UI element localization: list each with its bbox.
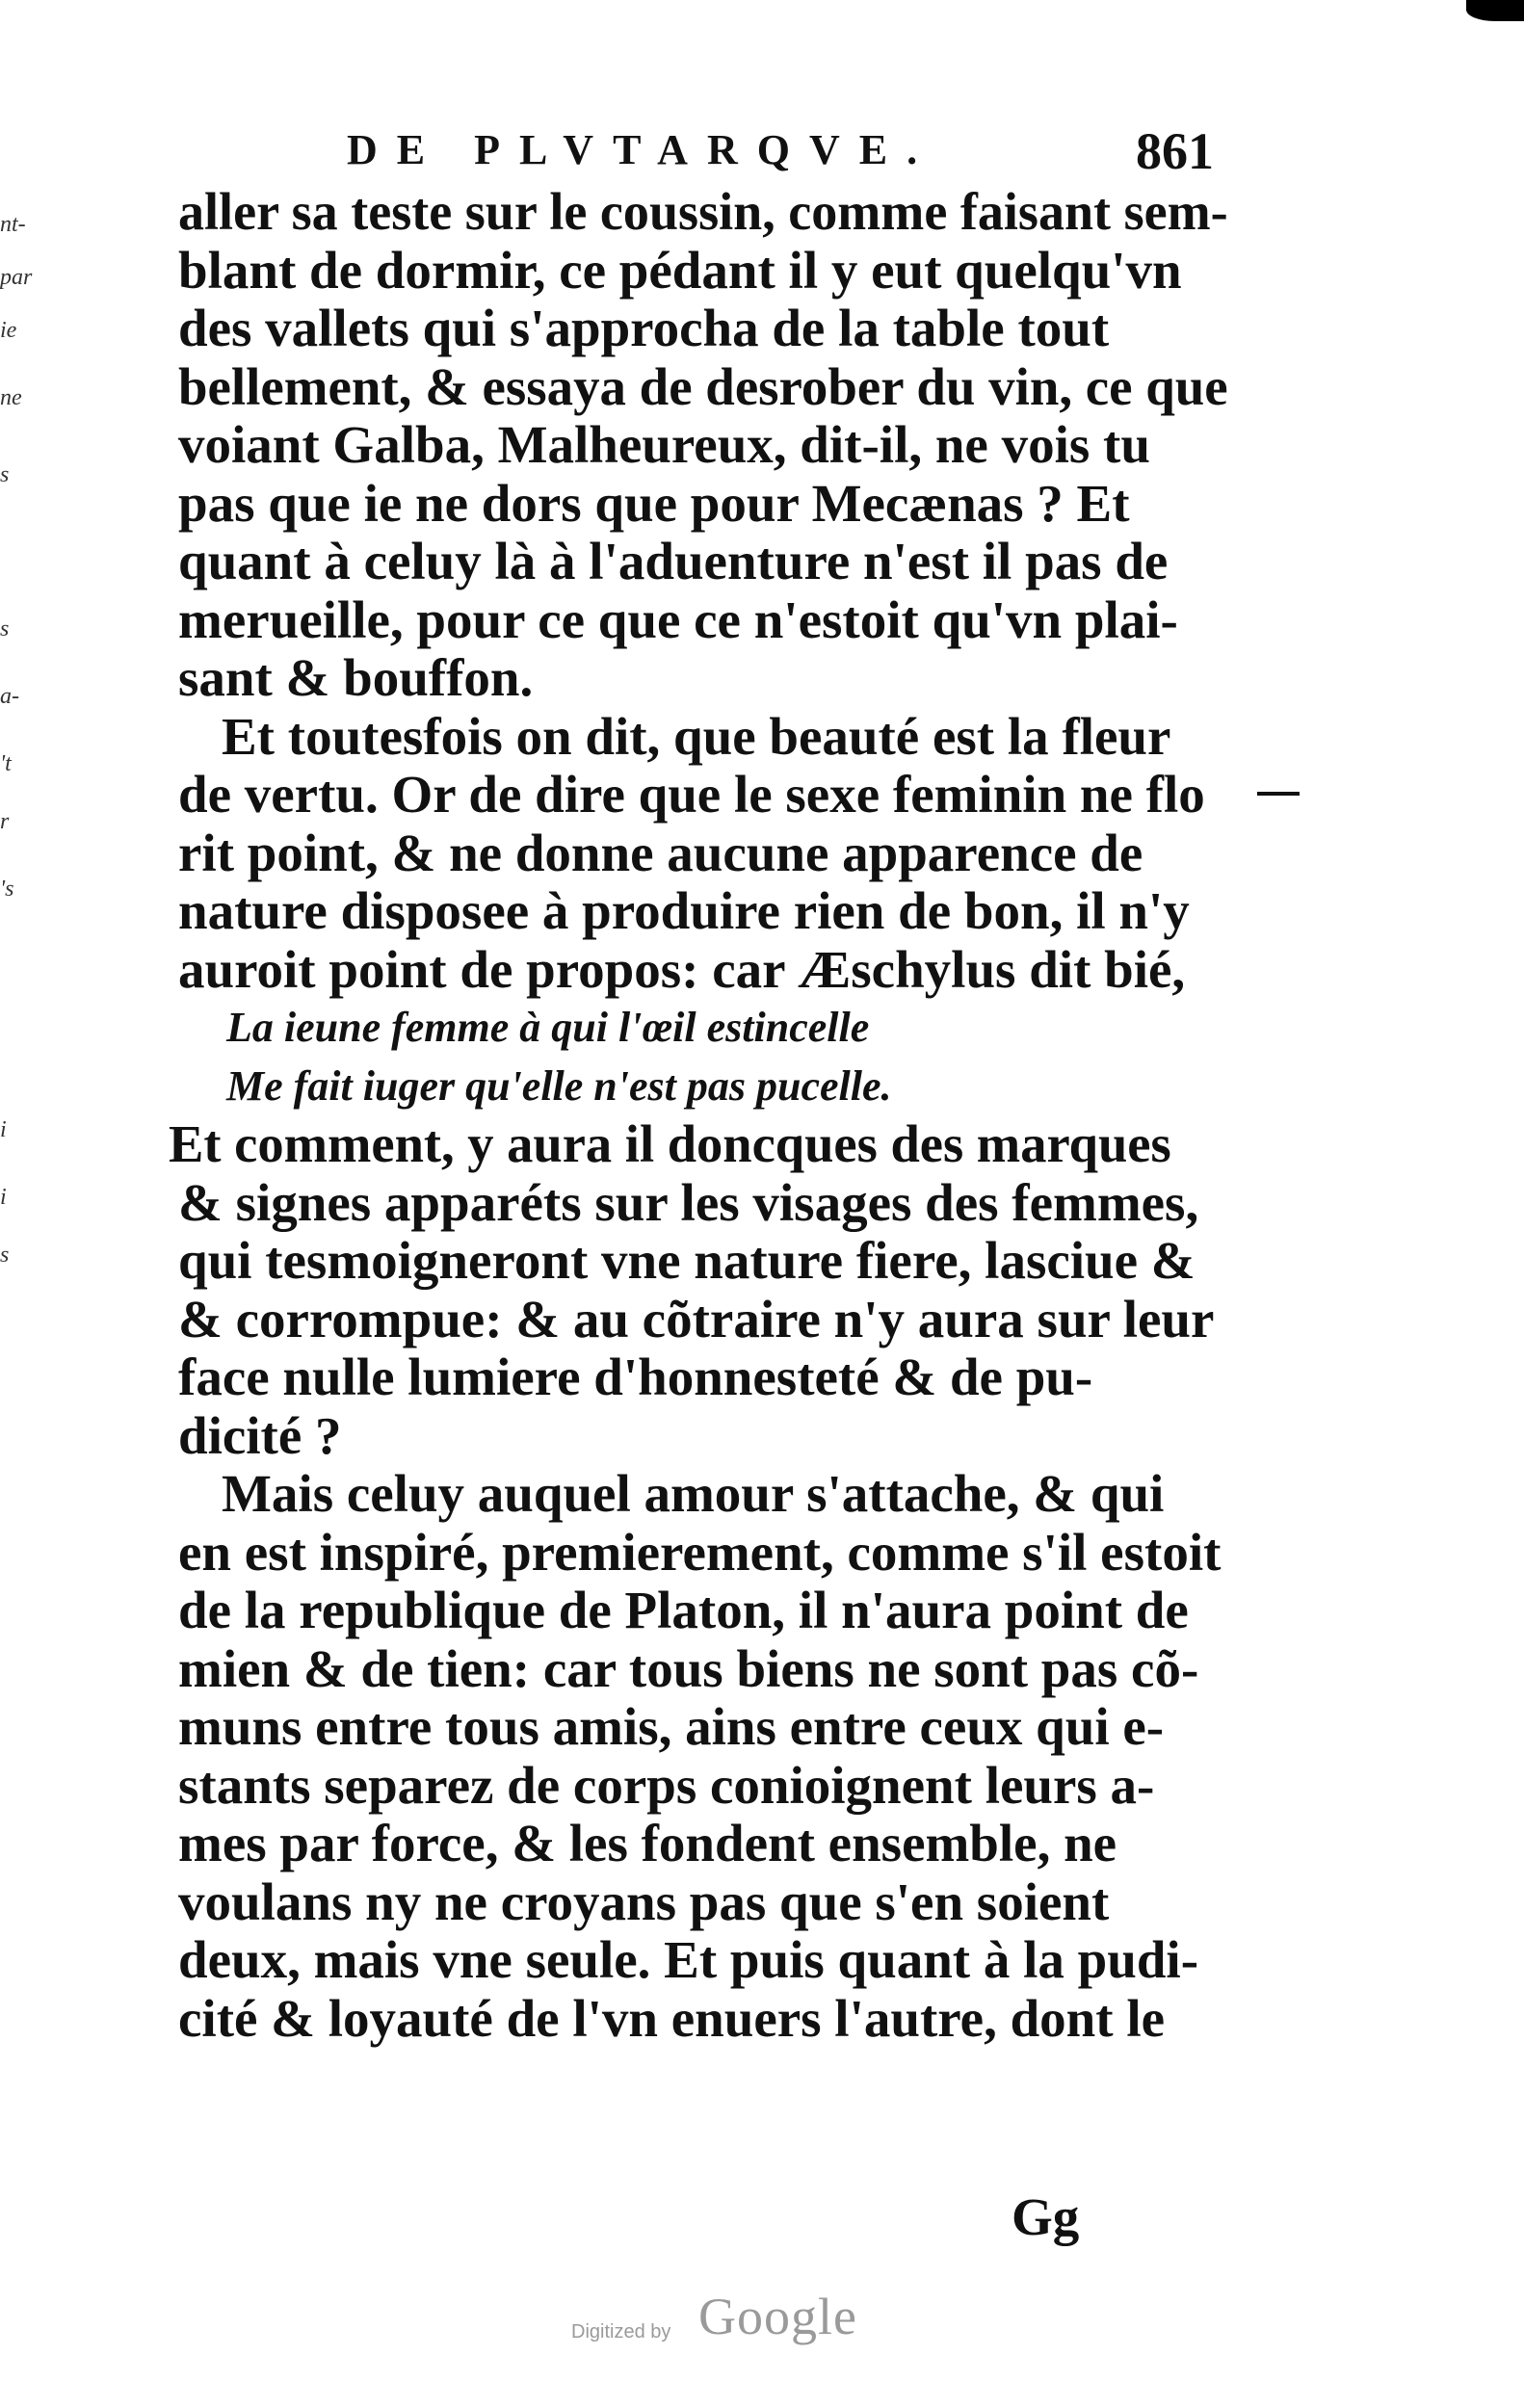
watermark-prefix: Digitized by <box>571 2321 671 2343</box>
text-line: auroit point de propos: car Æschylus dit bié, <box>178 939 1186 999</box>
bleed-fragment: i <box>0 1117 7 1142</box>
google-logo: Google <box>698 2288 857 2345</box>
text-line: des vallets qui s'approcha de la table tout <box>178 299 1110 357</box>
text-line: muns entre tous amis, ains entre ceux qui e- <box>178 1697 1165 1756</box>
bleed-fragment: ne <box>0 385 22 410</box>
text-line: blant de dormir, ce pédant il y eut quelqu'vn <box>178 240 1182 300</box>
text-line: & signes apparéts sur les visages des femmes, <box>178 1172 1199 1232</box>
page-number: 861 <box>1136 122 1214 180</box>
verse-line: La ieune femme à qui l'œil estincelle <box>226 1004 870 1051</box>
text-line: deux, mais vne seule. Et puis quant à la pudi- <box>178 1930 1199 1989</box>
bleed-fragment: ie <box>0 318 17 343</box>
text-line: mien & de tien: car tous biens ne sont pas cõ- <box>178 1638 1199 1698</box>
text-line: mes par force, & les fondent ensemble, ne <box>178 1814 1117 1872</box>
text-line: rit point, & ne donne aucune apparence de <box>178 823 1143 882</box>
catchword: Gg <box>1012 2187 1080 2246</box>
text-line: & corrompue: & au cõtraire n'y aura sur leur <box>178 1289 1215 1348</box>
text-line: de la republique de Platon, il n'aura point de <box>178 1581 1189 1639</box>
margin-dash <box>1257 792 1300 796</box>
text-line: voulans ny ne croyans pas que s'en soient <box>178 1871 1110 1931</box>
text-line: Et toutesfois on dit, que beauté est la fleur <box>222 706 1171 766</box>
text-line: merueille, pour ce que ce n'estoit qu'vn plai- <box>178 589 1178 649</box>
bleed-fragment: r <box>0 809 10 834</box>
text-line: de vertu. Or de dire que le sexe feminin ne flo <box>178 765 1205 824</box>
bleed-fragment: par <box>0 265 33 290</box>
running-head-title: DE PLVTARQVE. <box>347 126 937 173</box>
text-line: cité & loyauté de l'vn enuers l'autre, dont le <box>178 1988 1166 2048</box>
text-line: bellement, & essaya de desrober du vin, ce que <box>178 356 1228 416</box>
bleed-fragment: s <box>0 616 10 641</box>
text-line: en est inspiré, premierement, comme s'il estoit <box>178 1522 1222 1582</box>
bleed-fragment: 't <box>0 751 12 776</box>
text-line: face nulle lumiere d'honnesteté & de pu- <box>178 1348 1093 1406</box>
bleed-fragment: nt- <box>0 212 26 237</box>
bleed-fragment: a- <box>0 684 19 709</box>
text-line: quant à celuy là à l'aduenture n'est il pas de <box>178 532 1169 590</box>
text-line: dicité ? <box>178 1405 342 1465</box>
text-line: pas que ie ne dors que pour Mecænas ? Et <box>178 473 1130 533</box>
body-text <box>169 182 1228 2048</box>
bleed-fragment: s <box>0 1243 10 1268</box>
text-line: nature disposee à produire rien de bon, il n'y <box>178 881 1190 940</box>
text-line: aller sa teste sur le coussin, comme faisant sem- <box>178 182 1228 241</box>
text-line: sant & bouffon. <box>178 648 534 707</box>
digitized-watermark <box>571 2288 957 2350</box>
scan-edge-mark <box>1466 0 1524 21</box>
text-line: qui tesmoigneront vne nature fiere, lasciue & <box>178 1231 1196 1290</box>
bleed-fragment: 's <box>0 877 14 902</box>
text-line: voiant Galba, Malheureux, dit-il, ne vois tu <box>178 415 1150 474</box>
text-line: stants separez de corps conioignent leurs a- <box>178 1755 1155 1815</box>
bleed-fragment: s <box>0 462 10 487</box>
verse-line: Me fait iuger qu'elle n'est pas pucelle. <box>226 1061 892 1110</box>
bleed-fragment: i <box>0 1185 7 1210</box>
text-line: Et comment, y aura il doncques des marques <box>169 1114 1171 1173</box>
text-line: Mais celuy auquel amour s'attache, & qui <box>222 1464 1165 1523</box>
